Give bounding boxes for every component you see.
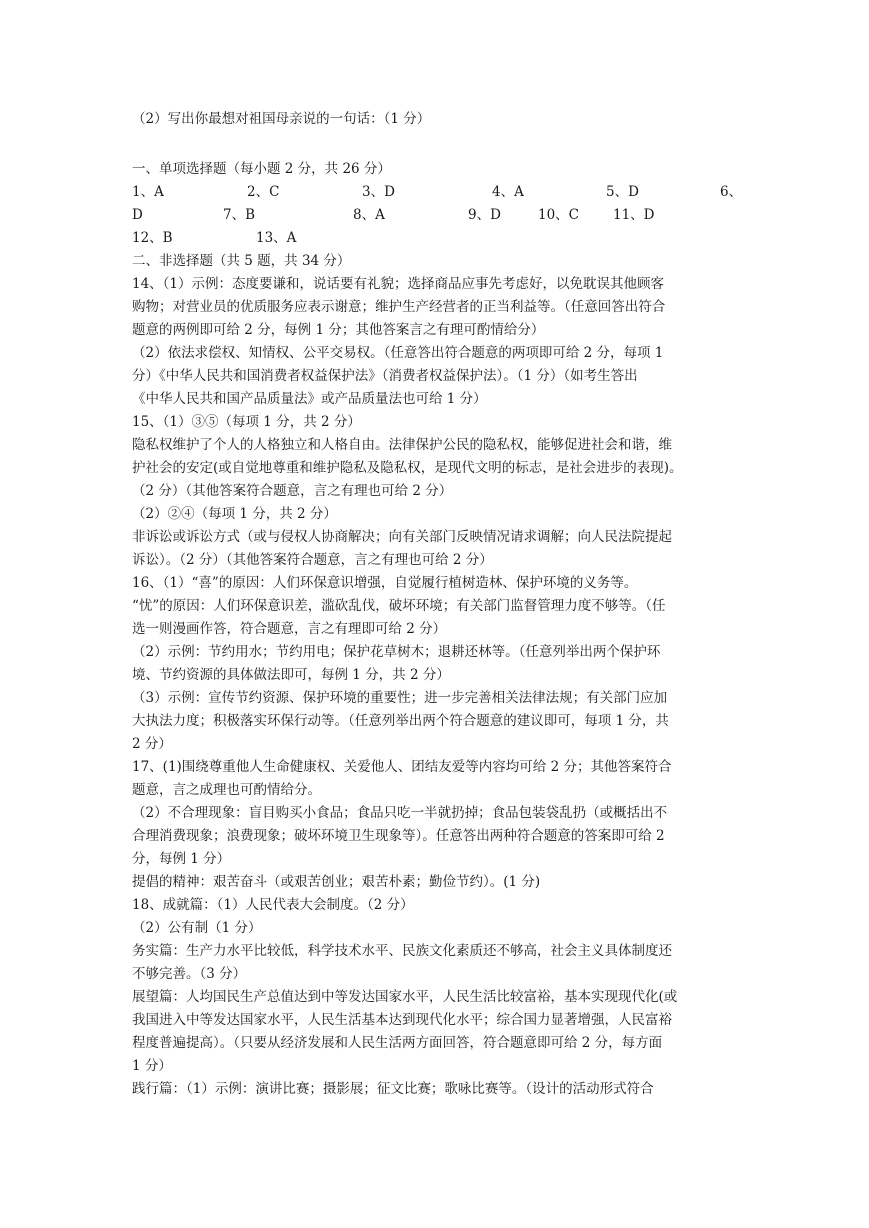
text-line: 14、（1）示例：态度要谦和，说话要有礼貌；选择商品应事先考虑好，以免耽误其他顾客: [132, 276, 665, 292]
text-line: 分，每例 1 分）: [132, 851, 231, 867]
text-line: 合理消费现象；浪费现象；破坏环境卫生现象等）。任意答出两种符合题意的答案即可给 2: [132, 828, 665, 844]
answer-item: 12、B: [132, 230, 173, 246]
intro-line: （2）写出你最想对祖国母亲说的一句话：（1 分）: [132, 111, 431, 127]
text-line: 隐私权维护了个人的人格独立和人格自由。法律保护公民的隐私权，能够促进社会和谐，维: [132, 437, 672, 453]
text-line: “忧”的原因：人们环保意识差，滥砍乱伐，破坏环境；有关部门监督管理力度不够等。（任: [132, 598, 666, 614]
text-line: 选一则漫画作答，符合题意，言之有理即可给 2 分）: [132, 621, 447, 637]
answer-item: 4、A: [492, 184, 524, 200]
text-line: 践行篇：（1）示例：演讲比赛；摄影展；征文比赛；歌咏比赛等。（设计的活动形式符合: [132, 1081, 654, 1097]
text-line: 2 分）: [132, 736, 172, 752]
answer-item: 3、D: [362, 184, 395, 200]
text-line: 1 分）: [132, 1058, 172, 1074]
text-line: 展望篇：人均国民生产总值达到中等发达国家水平，人民生活比较富裕，基本实现现代化(或: [132, 989, 678, 1005]
text-line: （2）示例：节约用水；节约用电；保护花草树木；退耕还林等。（任意列举出两个保护环: [132, 644, 661, 660]
answer-item: D: [132, 207, 143, 223]
text-line: 大执法力度；积极落实环保行动等。（任意列举出两个符合题意的建议即可，每项 1 分，共: [132, 713, 669, 729]
text-line: 提倡的精神：艰苦奋斗（或艰苦创业；艰苦朴素；勤俭节约）。(1 分): [132, 874, 541, 890]
text-line: 《中华人民共和国产品质量法》或产品质量法也可给 1 分）: [132, 391, 487, 407]
text-line: 护社会的安定(或自觉地尊重和维护隐私及隐私权，是现代文明的标志，是社会进步的表现)。: [132, 460, 683, 476]
answer-item: 1、A: [132, 184, 164, 200]
section-title: 一、单项选择题（每小题 2 分，共 26 分）: [132, 161, 391, 177]
text-line: 非诉讼或诉讼方式（或与侵权人协商解决；向有关部门反映情况请求调解；向人民法院提起: [132, 529, 672, 545]
text-line: 务实篇：生产力水平比较低，科学技术水平、民族文化素质还不够高，社会主义具体制度还: [132, 943, 672, 959]
text-line: 题意的两例即可给 2 分，每例 1 分；其他答案言之有理可酌情给分）: [132, 322, 545, 338]
answer-item: 2、C: [247, 184, 280, 200]
text-line: 18、成就篇：（1）人民代表大会制度。（2 分）: [132, 897, 414, 913]
text-line: 15、（1）③⑤（每项 1 分，共 2 分）: [132, 414, 361, 430]
answer-item: 7、B: [223, 207, 256, 223]
text-line: 我国进入中等发达国家水平，人民生活基本达到现代化水平；综合国力显著增强，人民富裕: [132, 1012, 672, 1028]
text-line: 题意，言之成理也可酌情给分。: [132, 782, 321, 798]
text-line: （2）不合理现象：盲目购买小食品；食品只吃一半就扔掉；食品包装袋乱扔（或概括出不: [132, 805, 668, 821]
answer-item: 6、: [720, 184, 743, 200]
text-line: 程度普遍提高）。（只要从经济发展和人民生活两方面回答，符合题意即可给 2 分，每方面: [132, 1035, 663, 1051]
text-line: （2）②④（每项 1 分，共 2 分）: [132, 506, 337, 522]
text-line: （3）示例：宣传节约资源、保护环境的重要性；进一步完善相关法律法规；有关部门应加: [132, 690, 668, 706]
text-line: 二、非选择题（共 5 题，共 34 分）: [132, 253, 351, 269]
text-line: 购物；对营业员的优质服务应表示谢意；维护生产经营者的正当利益等。（任意回答出符合: [132, 299, 666, 315]
text-line: （2）公有制（1 分）: [132, 920, 262, 936]
answer-item: 13、A: [256, 230, 297, 246]
text-line: 分）《中华人民共和国消费者权益保护法》（消费者权益保护法）。（1 分）（如考生答出: [132, 368, 638, 384]
answer-item: 11、D: [613, 207, 655, 223]
text-line: （2 分）（其他答案符合题意，言之有理也可给 2 分）: [132, 483, 453, 499]
answer-item: 9、D: [468, 207, 501, 223]
answer-item: 10、C: [538, 207, 580, 223]
answer-item: 5、D: [606, 184, 639, 200]
answer-item: 8、A: [353, 207, 385, 223]
text-line: 境、节约资源的具体做法即可，每例 1 分，共 2 分）: [132, 667, 450, 683]
text-line: 不够完善。（3 分）: [132, 966, 247, 982]
text-line: （2）依法求偿权、知情权、公平交易权。（任意答出符合题意的两项即可给 2 分，每项 1: [132, 345, 664, 361]
text-line: 诉讼）。（2 分）（其他答案符合题意，言之有理也可给 2 分）: [132, 552, 493, 568]
text-line: 16、（1）“喜”的原因：人们环保意识增强，自觉履行植树造林、保护环境的义务等。: [132, 575, 638, 591]
text-line: 17、(1)围绕尊重他人生命健康权、关爱他人、团结友爱等内容均可给 2 分；其他答案符合: [132, 759, 672, 775]
